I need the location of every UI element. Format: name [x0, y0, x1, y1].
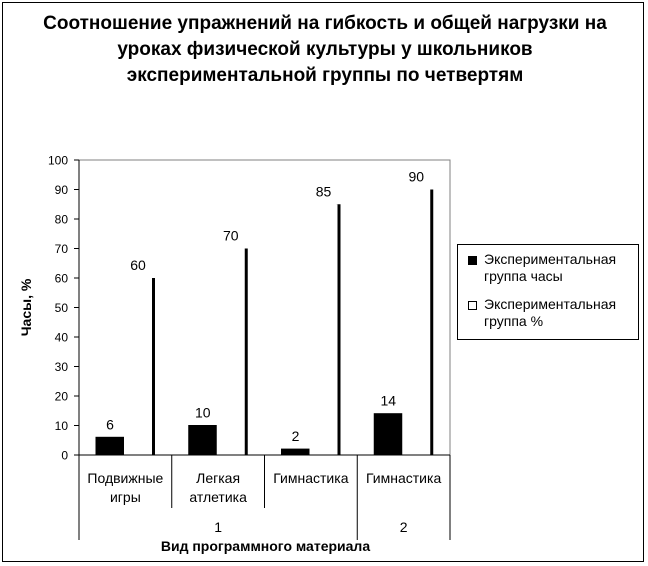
category-label: Гимнастика: [273, 470, 349, 486]
category-label: Подвижные игры: [87, 470, 164, 505]
bar-series-1: [374, 414, 402, 455]
legend-swatch-series-1: [468, 256, 477, 265]
bar-series-2: [217, 249, 245, 456]
bar-series-2: [124, 278, 152, 455]
group-label: 2: [399, 519, 408, 535]
group-label: 1: [214, 519, 223, 535]
category-label: Гимнастика: [366, 470, 442, 486]
bar-series-1: [189, 426, 217, 456]
data-label-series-1: 2: [291, 428, 300, 445]
y-tick-label: 40: [54, 330, 68, 345]
y-tick-label: 20: [54, 389, 68, 404]
data-label-series-2: 85: [315, 183, 332, 200]
data-label-series-2: 70: [222, 227, 239, 244]
legend: [457, 244, 639, 340]
legend-label-series-1: Экспериментальная группа часы: [484, 251, 617, 284]
y-tick-label: 30: [54, 360, 68, 374]
chart-title: Соотношение упражнений на гибкость и общей нагрузки на уроках физической культуры у школьников экспериментальной группы по четвертям: [43, 13, 607, 86]
data-label-series-2: 60: [130, 257, 146, 273]
bar-series-1: [96, 437, 124, 455]
legend-swatch-series-2: [468, 301, 477, 310]
bar-series-2: [310, 204, 338, 455]
y-tick-label: 50: [54, 301, 68, 315]
y-tick-label: 80: [54, 212, 68, 227]
x-axis-title: Вид программного материала: [160, 538, 371, 554]
y-tick-label: 0: [61, 448, 68, 463]
y-tick-label: 90: [54, 183, 68, 197]
y-axis-title: Часы, %: [18, 278, 34, 337]
data-label-series-1: 14: [380, 392, 397, 409]
data-label-series-1: 10: [194, 404, 211, 421]
legend-label-series-2: Экспериментальная группа %: [484, 296, 617, 329]
category-label: Легкая атлетика: [189, 470, 247, 505]
y-tick-label: 70: [54, 242, 68, 256]
y-tick-label: 60: [54, 271, 68, 286]
y-tick-label: 100: [47, 153, 68, 168]
bar-series-2: [402, 190, 430, 456]
data-label-series-2: 90: [408, 168, 425, 185]
y-tick-label: 10: [54, 419, 68, 433]
data-label-series-1: 6: [106, 416, 114, 433]
bar-series-1: [282, 449, 310, 455]
